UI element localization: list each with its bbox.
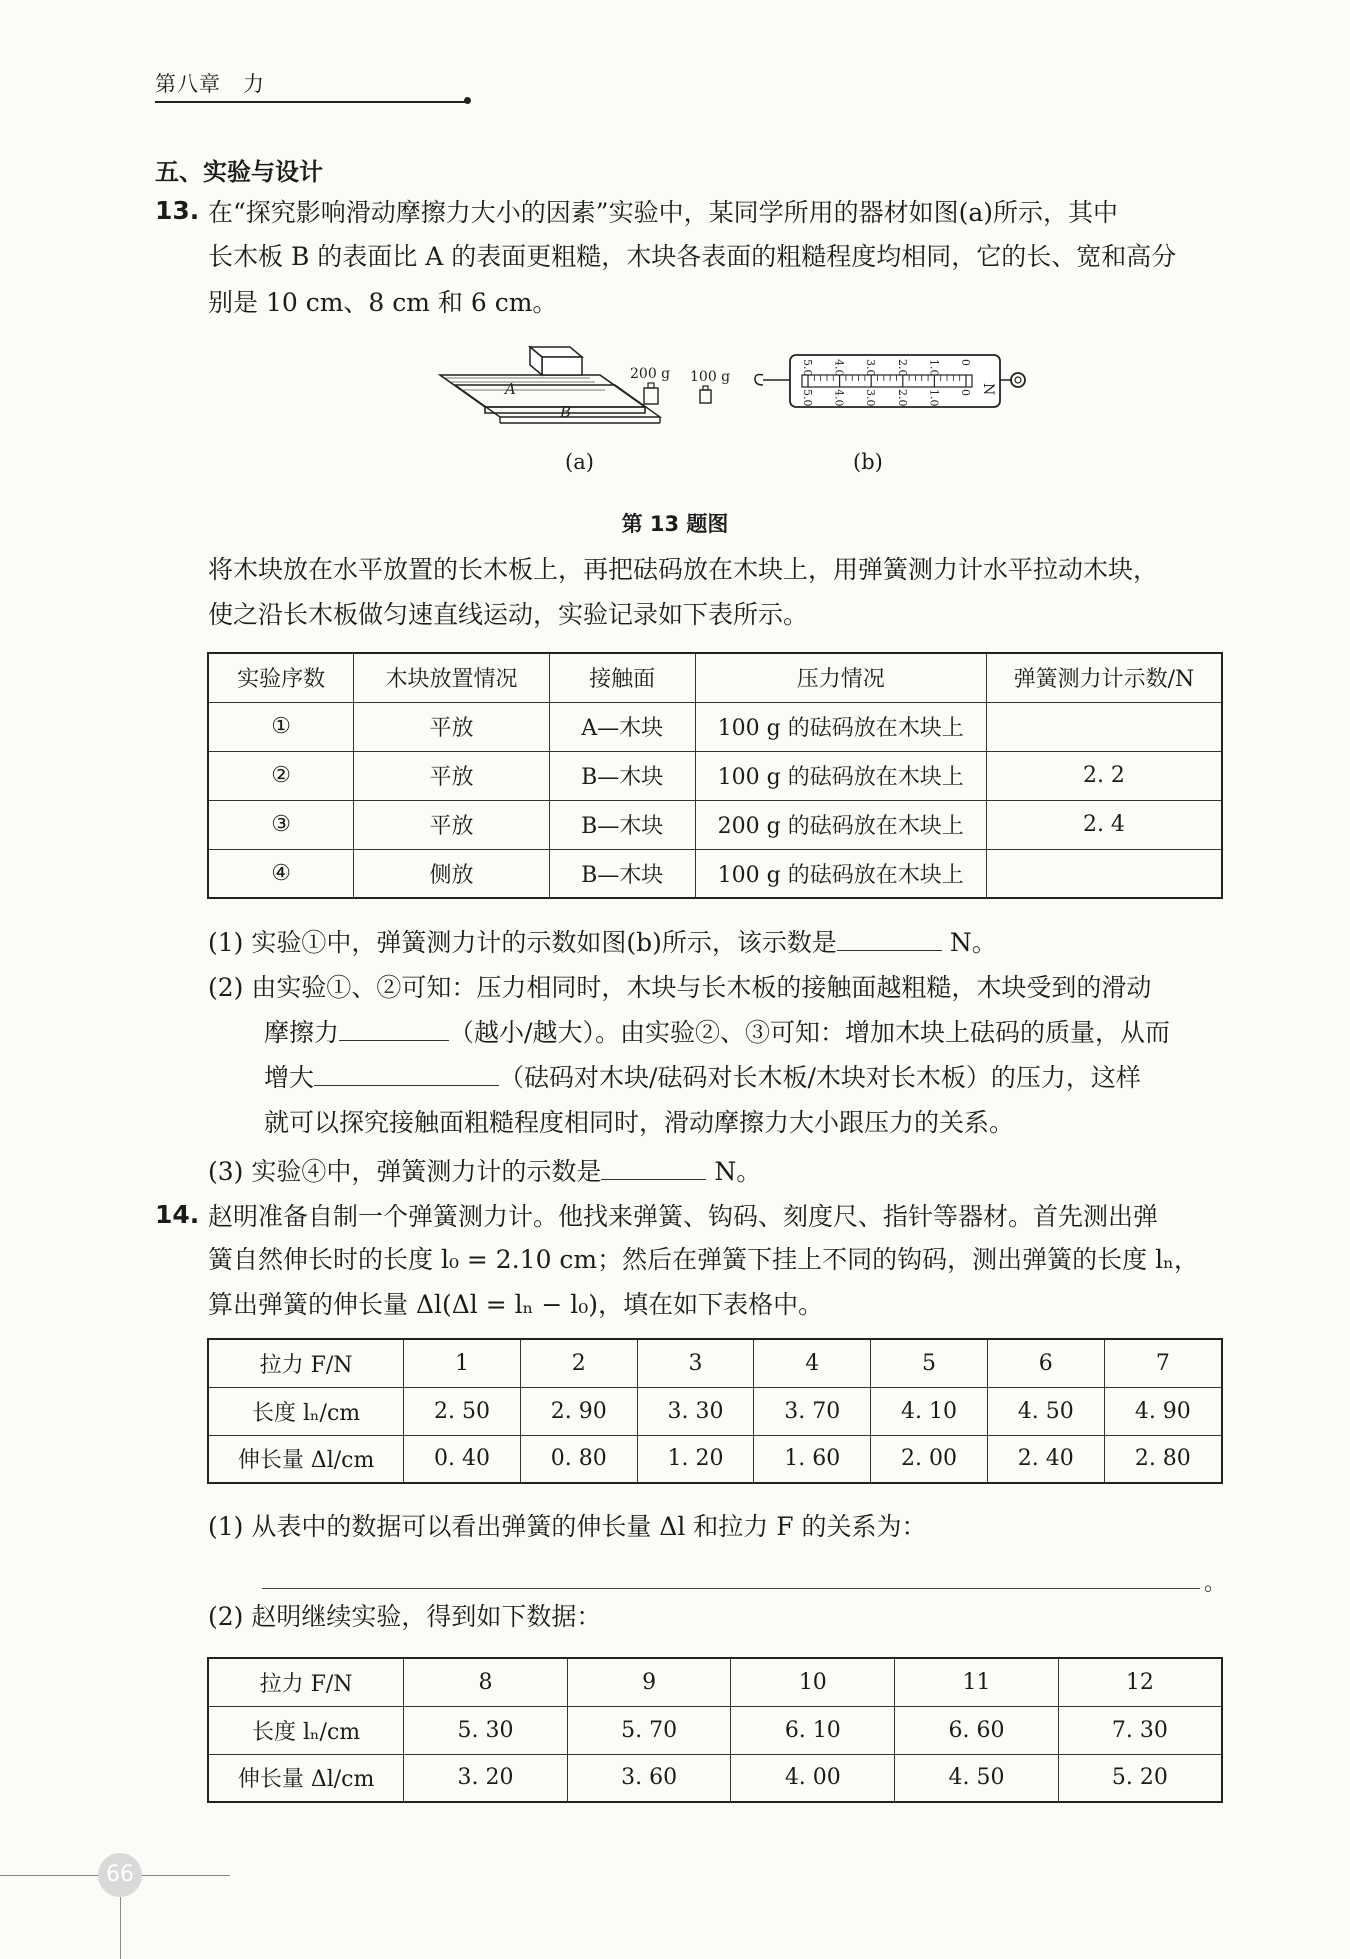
scale-tick-label: 0 (959, 359, 972, 366)
table-header-row (208, 653, 1222, 702)
q13-sub-3-unit: N。 (706, 1157, 762, 1186)
question-13-number: 13. (155, 196, 200, 225)
table-cell: ③ (208, 800, 354, 849)
table-header-cell: 木块放置情况 (354, 653, 550, 702)
table-cell: 平放 (354, 800, 550, 849)
table-cell: 4. 00 (731, 1754, 895, 1802)
figure-label-a: (a) (565, 450, 594, 474)
table-cell: 5. 70 (567, 1706, 731, 1754)
table-cell: B—木块 (549, 849, 695, 898)
answer-blank[interactable] (837, 926, 942, 951)
table-cell: 4. 50 (987, 1387, 1104, 1435)
table-row (208, 1435, 1222, 1483)
weight-200g (630, 366, 670, 404)
q14-line-3: 算出弹簧的伸长量 Δl(Δl = lₙ − l₀)，填在如下表格中。 (208, 1290, 824, 1319)
q13-line-3: 别是 10 cm、8 cm 和 6 cm。 (208, 288, 558, 317)
q13-line-1: 在“探究影响滑动摩擦力大小的因素”实验中，某同学所用的器材如图(a)所示，其中 (208, 198, 1118, 227)
answer-blank[interactable] (339, 1016, 449, 1041)
table-header-cell: 弹簧测力计示数/N (986, 653, 1222, 702)
q13-sub-2-line-1: (2) 由实验①、②可知：压力相同时，木块与长木板的接触面越粗糙，木块受到的滑动 (208, 973, 1152, 1002)
table-cell: 2. 40 (987, 1435, 1104, 1483)
question-14-number: 14. (155, 1200, 200, 1229)
board-apparatus (440, 375, 660, 423)
page-number: 66 (98, 1853, 142, 1897)
table-cell: 12 (1058, 1658, 1222, 1706)
table-row (208, 751, 1222, 800)
scale-unit: N (980, 383, 996, 396)
table-cell: 200 g 的砝码放在木块上 (695, 800, 986, 849)
table-cell: 100 g 的砝码放在木块上 (695, 702, 986, 751)
scale-tick-label: 2.0 (895, 359, 909, 377)
table-cell: 100 g 的砝码放在木块上 (695, 849, 986, 898)
figure-caption: 第 13 题图 (621, 512, 729, 536)
q13-after-line-1: 将木块放在水平放置的长木板上，再把砝码放在木块上，用弹簧测力计水平拉动木块， (208, 555, 1159, 584)
q13-sub-3 (208, 1155, 761, 1189)
q13-sub-1-text: (1) 实验①中，弹簧测力计的示数如图(b)所示，该示数是 (208, 928, 837, 957)
table-cell: 拉力 F/N (208, 1658, 404, 1706)
scale-tick-label: 0 (959, 389, 972, 396)
footer-vertical-rule (120, 1897, 121, 1959)
table-cell: 侧放 (354, 849, 550, 898)
table-cell: B—木块 (549, 751, 695, 800)
header-rule (155, 101, 467, 103)
q13-sub-2-line-3 (264, 1061, 1141, 1095)
table-cell: 平放 (354, 751, 550, 800)
board-a-label: A (505, 380, 516, 398)
q13-sub-2-text: 摩擦力 (264, 1018, 340, 1047)
table-cell: 7. 30 (1058, 1706, 1222, 1754)
table-cell: 11 (895, 1658, 1059, 1706)
figure-13 (430, 345, 1030, 445)
scale-tick-label: 3.0 (864, 359, 878, 377)
table-cell: 伸长量 Δl/cm (208, 1435, 404, 1483)
figure-label-b: (b) (853, 450, 883, 474)
table-cell: 0. 40 (404, 1435, 521, 1483)
table-row (208, 1658, 1222, 1706)
table-cell: B—木块 (549, 800, 695, 849)
table-cell (986, 702, 1222, 751)
q13-sub-2-text: 增大 (264, 1063, 315, 1092)
table-cell: 5. 20 (1058, 1754, 1222, 1802)
table-cell: 3 (637, 1339, 754, 1387)
table-cell: ① (208, 702, 354, 751)
scale-tick-label: 4.0 (832, 359, 846, 377)
table-row (208, 702, 1222, 751)
answer-blank[interactable] (601, 1155, 706, 1180)
table-header-cell: 实验序数 (208, 653, 354, 702)
q13-sub-3-text: (3) 实验④中，弹簧测力计的示数是 (208, 1157, 602, 1186)
table-cell: 9 (567, 1658, 731, 1706)
chapter-header: 第八章 力 (155, 72, 265, 96)
q13-sub-2-text: （砝码对木块/砝码对长木板/木块对长木板）的压力，这样 (499, 1063, 1141, 1092)
q14-line-2: 簧自然伸长时的长度 l₀ = 2.10 cm；然后在弹簧下挂上不同的钩码，测出弹簧的长度 lₙ， (208, 1245, 1199, 1274)
q13-sub-1 (208, 926, 997, 960)
table-cell: 5 (871, 1339, 988, 1387)
table-cell: 2. 4 (986, 800, 1222, 849)
table-cell: A—木块 (549, 702, 695, 751)
table-header-cell: 接触面 (549, 653, 695, 702)
table-cell: 2 (520, 1339, 637, 1387)
scale-tick-label: 4.0 (832, 389, 846, 407)
answer-blank[interactable] (314, 1061, 499, 1086)
table-cell: 2. 00 (871, 1435, 988, 1483)
table-cell: 100 g 的砝码放在木块上 (695, 751, 986, 800)
q14-table-1 (207, 1338, 1223, 1484)
weight-100g (690, 369, 730, 403)
table-cell: 伸长量 Δl/cm (208, 1754, 404, 1802)
table-cell: 4. 90 (1104, 1387, 1222, 1435)
table-cell: 6. 60 (895, 1706, 1059, 1754)
answer-line-end: 。 (1204, 1571, 1227, 1596)
table-cell: 3. 70 (754, 1387, 871, 1435)
table-row (208, 1387, 1222, 1435)
table-cell: 5. 30 (404, 1706, 568, 1754)
header-rule-dot (464, 97, 471, 104)
table-row (208, 800, 1222, 849)
q14-sub-1: (1) 从表中的数据可以看出弹簧的伸长量 Δl 和拉力 F 的关系为： (208, 1512, 927, 1541)
q14-line-1: 赵明准备自制一个弹簧测力计。他找来弹簧、钩码、刻度尺、指针等器材。首先测出弹 (208, 1202, 1159, 1231)
table-cell: 6. 10 (731, 1706, 895, 1754)
q13-results-table (207, 652, 1223, 899)
spring-scale (755, 355, 1025, 407)
q13-sub-2-line-4: 就可以探究接触面粗糙程度相同时，滑动摩擦力大小跟压力的关系。 (264, 1108, 1015, 1137)
scale-tick-label: 1.0 (927, 389, 941, 407)
table-cell: 平放 (354, 702, 550, 751)
table-cell: 1. 60 (754, 1435, 871, 1483)
table-cell: 7 (1104, 1339, 1222, 1387)
q14-sub-2: (2) 赵明继续实验，得到如下数据： (208, 1602, 602, 1631)
board-b-label: B (560, 403, 572, 421)
wood-block (530, 347, 582, 375)
table-cell: 1 (404, 1339, 521, 1387)
table-cell: 6 (987, 1339, 1104, 1387)
scale-tick-label: 5.0 (801, 359, 814, 377)
scale-tick-label: 2.0 (895, 389, 909, 407)
table-cell: 3. 30 (637, 1387, 754, 1435)
table-cell: 8 (404, 1658, 568, 1706)
q13-line-2: 长木板 B 的表面比 A 的表面更粗糙，木块各表面的粗糙程度均相同，它的长、宽和高分 (208, 242, 1177, 271)
table-cell: 2. 90 (520, 1387, 637, 1435)
q13-sub-1-unit: N。 (941, 928, 997, 957)
table-row (208, 849, 1222, 898)
table-cell: 10 (731, 1658, 895, 1706)
table-cell: 4 (754, 1339, 871, 1387)
table-cell: 长度 lₙ/cm (208, 1387, 404, 1435)
table-cell: 2. 2 (986, 751, 1222, 800)
table-row (208, 1754, 1222, 1802)
table-cell: 长度 lₙ/cm (208, 1706, 404, 1754)
section-title: 五、实验与设计 (155, 158, 323, 186)
q14-table-2 (207, 1657, 1223, 1803)
q13-after-line-2: 使之沿长木板做匀速直线运动，实验记录如下表所示。 (208, 600, 809, 629)
answer-line[interactable] (262, 1588, 1200, 1589)
table-row (208, 1339, 1222, 1387)
table-cell: ② (208, 751, 354, 800)
weight-100g-label: 100 g (690, 369, 731, 385)
table-cell: ④ (208, 849, 354, 898)
table-cell (986, 849, 1222, 898)
table-row (208, 1706, 1222, 1754)
table-cell: 1. 20 (637, 1435, 754, 1483)
table-cell: 0. 80 (520, 1435, 637, 1483)
scale-tick-label: 1.0 (927, 359, 941, 377)
table-header-cell: 压力情况 (695, 653, 986, 702)
scale-tick-label: 3.0 (864, 389, 878, 407)
table-cell: 4. 10 (871, 1387, 988, 1435)
table-cell: 2. 80 (1104, 1435, 1222, 1483)
table-cell: 3. 60 (567, 1754, 731, 1802)
q13-sub-2-text: （越小/越大）。由实验②、③可知：增加木块上砝码的质量，从而 (449, 1018, 1170, 1047)
table-cell: 拉力 F/N (208, 1339, 404, 1387)
table-cell: 3. 20 (404, 1754, 568, 1802)
scale-tick-label: 5.0 (801, 389, 814, 407)
weight-200g-label: 200 g (630, 366, 671, 382)
table-cell: 4. 50 (895, 1754, 1059, 1802)
table-cell: 2. 50 (404, 1387, 521, 1435)
q13-sub-2-line-2 (264, 1016, 1170, 1050)
